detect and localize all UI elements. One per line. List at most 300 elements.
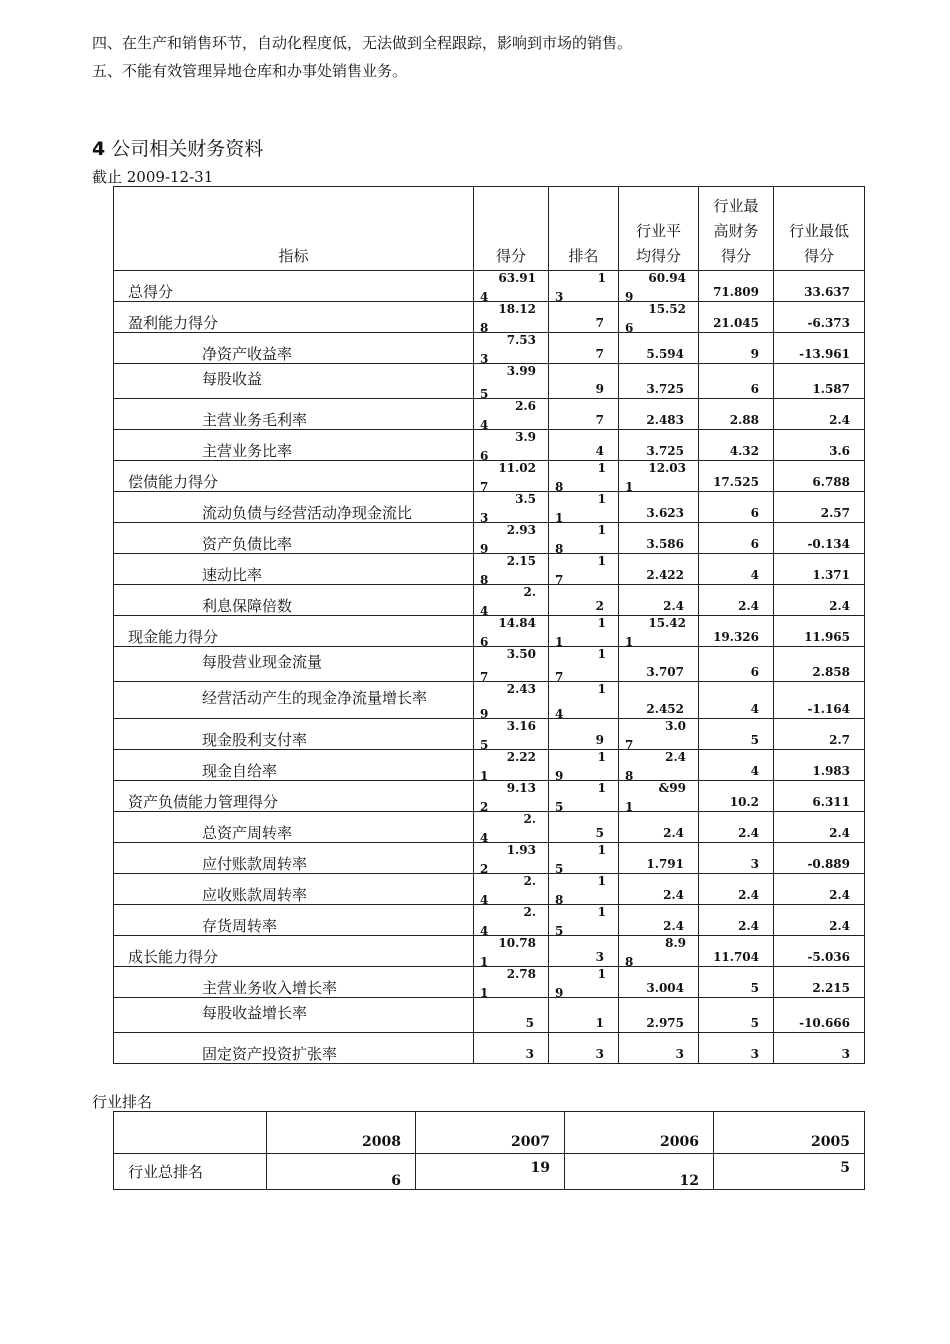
indicator-name: 应收账款周转率 [114, 874, 474, 905]
cell-industry-min [774, 905, 865, 936]
industry-min-value: -1.164 [807, 702, 850, 716]
score-top: 2.15 [506, 554, 536, 568]
cell-rank [549, 333, 619, 364]
industry-min-value: -10.666 [799, 1016, 850, 1030]
indicator-name: 净资产收益率 [114, 333, 474, 364]
rank-top: 1 [597, 554, 606, 568]
industry-average-value: 1.791 [646, 857, 684, 871]
cell-industry-min [774, 967, 865, 998]
cell-industry-average [619, 682, 699, 719]
industry-min-value: 11.965 [804, 630, 850, 644]
cell-score [474, 430, 549, 461]
industry-max-value: 4 [750, 702, 759, 716]
cell-rank [549, 271, 619, 302]
cell-industry-average [619, 333, 699, 364]
score-tail: 1 [480, 955, 489, 967]
industry-max-value: 4 [750, 568, 759, 582]
indicator-name: 固定资产投资扩张率 [114, 1033, 474, 1064]
score-tail: 4 [480, 831, 489, 843]
industry-min-value: 2.7 [829, 733, 850, 747]
industry-min-value: 2.858 [812, 665, 850, 679]
industry-average-value: 2.4 [663, 888, 684, 902]
score-tail: 7 [480, 480, 489, 492]
cell-industry-min [774, 936, 865, 967]
industry-max-value: 17.525 [713, 475, 759, 489]
rank-tail: 8 [555, 480, 564, 492]
rank-value: 1 [595, 1016, 604, 1030]
industry-average-tail: 7 [625, 738, 634, 750]
score-tail: 6 [480, 635, 489, 647]
cell-score [474, 750, 549, 781]
score-top: 2.78 [506, 967, 536, 981]
rank-year-2006: 2006 [565, 1112, 714, 1154]
indicator-name: 现金股利支付率 [114, 719, 474, 750]
industry-average-value: 5.594 [646, 347, 684, 361]
table-row [114, 523, 865, 554]
score-tail: 4 [480, 418, 489, 430]
industry-average-top: 8.9 [665, 936, 686, 950]
rank-value-2005: 5 [714, 1154, 865, 1190]
cell-score [474, 936, 549, 967]
industry-average-value: 2.452 [646, 702, 684, 716]
cell-industry-min [774, 461, 865, 492]
industry-max-value: 6 [750, 382, 759, 396]
section-title-text: 公司相关财务资料 [111, 138, 264, 160]
indicator-name: 总得分 [114, 271, 474, 302]
industry-average-top: 15.52 [648, 302, 686, 316]
industry-max-value: 3 [750, 857, 759, 871]
industry-max-value: 2.88 [729, 413, 759, 427]
industry-min-value: 1.371 [812, 568, 850, 582]
score-tail: 3 [480, 352, 489, 364]
industry-min-value: 2.4 [829, 413, 850, 427]
table-row [114, 399, 865, 430]
rank-top: 1 [597, 874, 606, 888]
industry-min-value: -0.134 [807, 537, 850, 551]
cell-rank [549, 364, 619, 399]
rank-tail: 3 [555, 290, 564, 302]
cell-industry-max [699, 967, 774, 998]
table-row [114, 302, 865, 333]
industry-average-tail: 8 [625, 769, 634, 781]
header-rank: 排名 [549, 187, 619, 271]
cell-industry-max [699, 523, 774, 554]
cell-rank [549, 936, 619, 967]
intro-line-5: 五、不能有效管理异地仓库和办事处销售业务。 [92, 62, 408, 80]
score-top: 10.78 [498, 936, 536, 950]
rank-year-2008: 2008 [267, 1112, 416, 1154]
cell-industry-max [699, 492, 774, 523]
header-industry-max: 行业最 高财务 得分 [699, 187, 774, 271]
rank-header-row [114, 1112, 865, 1154]
cell-industry-average [619, 302, 699, 333]
indicator-name: 偿债能力得分 [114, 461, 474, 492]
rank-top: 1 [597, 750, 606, 764]
cell-industry-max [699, 364, 774, 399]
industry-min-value: -6.373 [807, 316, 850, 330]
industry-average-tail: 8 [625, 955, 634, 967]
table-row [114, 874, 865, 905]
indicator-name: 主营业务比率 [114, 430, 474, 461]
cell-industry-min [774, 523, 865, 554]
industry-average-top: 3.0 [665, 719, 686, 733]
cell-industry-min [774, 333, 865, 364]
cell-industry-max [699, 333, 774, 364]
industry-min-value: 1.983 [812, 764, 850, 778]
rank-tail: 9 [555, 986, 564, 998]
cell-rank [549, 781, 619, 812]
cell-industry-average [619, 554, 699, 585]
cell-rank [549, 967, 619, 998]
rank-value: 3 [595, 1047, 604, 1061]
rank-tail: 8 [555, 542, 564, 554]
score-tail: 8 [480, 321, 489, 333]
cell-score [474, 492, 549, 523]
cell-industry-average [619, 492, 699, 523]
score-top: 3.16 [506, 719, 536, 733]
industry-average-value: 3.004 [646, 981, 684, 995]
table-row [114, 998, 865, 1033]
industry-average-top: 15.42 [648, 616, 686, 630]
rank-top: 1 [597, 967, 606, 981]
industry-max-value: 71.809 [713, 285, 759, 299]
indicator-name: 现金自给率 [114, 750, 474, 781]
table-row [114, 647, 865, 682]
cell-score [474, 554, 549, 585]
rank-value-2006: 12 [565, 1154, 714, 1190]
cell-rank [549, 585, 619, 616]
cell-industry-average [619, 843, 699, 874]
cell-industry-max [699, 812, 774, 843]
cell-score [474, 781, 549, 812]
industry-max-value: 6 [750, 665, 759, 679]
cell-rank [549, 430, 619, 461]
rank-value: 4 [595, 444, 604, 458]
table-row [114, 905, 865, 936]
rank-year-2005: 2005 [714, 1112, 865, 1154]
financial-table-body [114, 271, 865, 1064]
industry-average-value: 2.4 [663, 599, 684, 613]
rank-top: 1 [597, 647, 606, 661]
cell-rank [549, 682, 619, 719]
industry-max-value: 2.4 [738, 919, 759, 933]
score-tail: 8 [480, 573, 489, 585]
cell-industry-max [699, 399, 774, 430]
industry-rank-table [113, 1111, 865, 1190]
score-tail: 1 [480, 769, 489, 781]
cell-industry-min [774, 812, 865, 843]
cell-industry-average [619, 430, 699, 461]
indicator-name: 现金能力得分 [114, 616, 474, 647]
cell-industry-average [619, 364, 699, 399]
table-row [114, 333, 865, 364]
indicator-name: 流动负债与经营活动净现金流比 [114, 492, 474, 523]
table-row [114, 812, 865, 843]
cell-rank [549, 750, 619, 781]
industry-max-value: 6 [750, 537, 759, 551]
cell-industry-max [699, 554, 774, 585]
rank-row-label: 行业总排名 [114, 1154, 267, 1190]
industry-max-value: 9 [750, 347, 759, 361]
industry-max-value: 2.4 [738, 599, 759, 613]
table-row [114, 936, 865, 967]
industry-max-value: 3 [750, 1047, 759, 1061]
cell-industry-min [774, 682, 865, 719]
industry-min-value: 3.6 [829, 444, 850, 458]
industry-max-value: 2.4 [738, 888, 759, 902]
table-row [114, 967, 865, 998]
cell-score [474, 647, 549, 682]
industry-min-value: 3 [841, 1047, 850, 1061]
rank-data-row [114, 1154, 865, 1190]
rank-value-2008: 6 [267, 1154, 416, 1190]
cell-industry-max [699, 936, 774, 967]
score-top: 18.12 [498, 302, 536, 316]
cell-industry-average [619, 905, 699, 936]
rank-top: 1 [597, 271, 606, 285]
industry-average-tail: 9 [625, 290, 634, 302]
industry-min-value: -0.889 [807, 857, 850, 871]
rank-tail: 9 [555, 769, 564, 781]
cell-industry-min [774, 271, 865, 302]
industry-max-value: 19.326 [713, 630, 759, 644]
industry-min-value: 33.637 [804, 285, 850, 299]
rank-top: 1 [597, 492, 606, 506]
rank-tail: 4 [555, 707, 564, 719]
cell-score [474, 843, 549, 874]
score-tail: 5 [480, 387, 489, 399]
industry-average-value: 2.483 [646, 413, 684, 427]
cell-industry-average [619, 1033, 699, 1064]
table-row [114, 461, 865, 492]
cell-score [474, 271, 549, 302]
cell-industry-max [699, 719, 774, 750]
score-top: 2. [523, 585, 536, 599]
cell-rank [549, 874, 619, 905]
rank-tail: 1 [555, 635, 564, 647]
cell-industry-min [774, 364, 865, 399]
industry-min-value: 2.4 [829, 888, 850, 902]
cell-industry-average [619, 936, 699, 967]
score-top: 2.22 [506, 750, 536, 764]
cell-industry-average [619, 719, 699, 750]
rank-top: 1 [597, 843, 606, 857]
cell-industry-average [619, 647, 699, 682]
industry-average-top: 2.4 [665, 750, 686, 764]
cell-industry-min [774, 998, 865, 1033]
industry-average-value: 3.707 [646, 665, 684, 679]
indicator-name: 利息保障倍数 [114, 585, 474, 616]
rank-year-2007: 2007 [416, 1112, 565, 1154]
score-top: 2.6 [515, 399, 536, 413]
table-row [114, 554, 865, 585]
cell-industry-average [619, 874, 699, 905]
cell-score [474, 998, 549, 1033]
score-tail: 4 [480, 290, 489, 302]
industry-min-value: 2.57 [820, 506, 850, 520]
industry-average-value: 3.725 [646, 382, 684, 396]
indicator-name: 资产负债能力管理得分 [114, 781, 474, 812]
score-top: 1.93 [506, 843, 536, 857]
indicator-name: 盈利能力得分 [114, 302, 474, 333]
indicator-name: 每股营业现金流量 [114, 647, 474, 682]
rank-value: 7 [595, 316, 604, 330]
indicator-name: 每股收益增长率 [114, 998, 474, 1033]
score-tail: 6 [480, 449, 489, 461]
cell-score [474, 905, 549, 936]
score-value: 5 [525, 1016, 534, 1030]
cell-industry-min [774, 719, 865, 750]
industry-average-value: 2.4 [663, 826, 684, 840]
score-top: 3.9 [515, 430, 536, 444]
table-row [114, 781, 865, 812]
cell-score [474, 719, 549, 750]
industry-min-value: 1.587 [812, 382, 850, 396]
cell-score [474, 333, 549, 364]
industry-min-value: 6.311 [812, 795, 850, 809]
cell-rank [549, 1033, 619, 1064]
rank-top: 1 [597, 905, 606, 919]
industry-rank-label: 行业排名 [92, 1093, 153, 1111]
cell-rank [549, 812, 619, 843]
cell-rank [549, 647, 619, 682]
industry-average-value: 3.725 [646, 444, 684, 458]
industry-max-value: 6 [750, 506, 759, 520]
score-tail: 2 [480, 800, 489, 812]
cell-industry-max [699, 874, 774, 905]
cell-score [474, 682, 549, 719]
score-value: 3 [525, 1047, 534, 1061]
rank-value: 9 [595, 733, 604, 747]
cell-rank [549, 554, 619, 585]
header-industry-min: 行业最低 得分 [774, 187, 865, 271]
score-top: 2.93 [506, 523, 536, 537]
cell-rank [549, 302, 619, 333]
score-tail: 9 [480, 542, 489, 554]
rank-tail: 5 [555, 862, 564, 874]
cell-rank [549, 905, 619, 936]
industry-average-top: 12.03 [648, 461, 686, 475]
table-row [114, 492, 865, 523]
rank-value: 5 [595, 826, 604, 840]
industry-average-value: 2.4 [663, 919, 684, 933]
cell-industry-min [774, 874, 865, 905]
cell-industry-min [774, 647, 865, 682]
cell-industry-min [774, 781, 865, 812]
industry-min-value: 2.4 [829, 826, 850, 840]
indicator-name: 经营活动产生的现金净流量增长率 [114, 682, 474, 719]
table-row [114, 616, 865, 647]
industry-average-value: 3.586 [646, 537, 684, 551]
cell-industry-min [774, 554, 865, 585]
cell-industry-max [699, 430, 774, 461]
cell-industry-average [619, 461, 699, 492]
score-tail: 7 [480, 670, 489, 682]
industry-average-tail: 1 [625, 635, 634, 647]
table-row [114, 682, 865, 719]
section-title [92, 137, 263, 161]
industry-min-value: 6.788 [812, 475, 850, 489]
cell-industry-min [774, 492, 865, 523]
industry-max-value: 5 [750, 1016, 759, 1030]
cell-score [474, 461, 549, 492]
score-tail: 2 [480, 862, 489, 874]
cell-score [474, 523, 549, 554]
cell-industry-max [699, 998, 774, 1033]
cell-industry-max [699, 682, 774, 719]
cell-industry-average [619, 523, 699, 554]
cell-score [474, 364, 549, 399]
rank-tail: 7 [555, 573, 564, 585]
cell-industry-max [699, 647, 774, 682]
industry-max-value: 11.704 [713, 950, 759, 964]
score-tail: 4 [480, 924, 489, 936]
cell-industry-min [774, 843, 865, 874]
cell-rank [549, 843, 619, 874]
cell-industry-average [619, 812, 699, 843]
industry-average-top: 60.94 [648, 271, 686, 285]
cell-industry-average [619, 750, 699, 781]
rank-top: 1 [597, 682, 606, 696]
cell-rank [549, 461, 619, 492]
rank-tail: 5 [555, 800, 564, 812]
cell-industry-max [699, 843, 774, 874]
rank-value: 7 [595, 413, 604, 427]
table-row [114, 271, 865, 302]
rank-value: 7 [595, 347, 604, 361]
cell-industry-average [619, 998, 699, 1033]
table-row [114, 585, 865, 616]
indicator-name: 成长能力得分 [114, 936, 474, 967]
score-tail: 9 [480, 707, 489, 719]
cell-score [474, 302, 549, 333]
score-top: 2. [523, 905, 536, 919]
header-score: 得分 [474, 187, 549, 271]
indicator-name: 总资产周转率 [114, 812, 474, 843]
cell-industry-max [699, 905, 774, 936]
score-tail: 1 [480, 986, 489, 998]
cell-industry-average [619, 271, 699, 302]
industry-average-value: 2.422 [646, 568, 684, 582]
cell-score [474, 812, 549, 843]
cell-industry-average [619, 585, 699, 616]
rank-tail: 8 [555, 893, 564, 905]
cell-industry-max [699, 781, 774, 812]
cell-score [474, 874, 549, 905]
score-top: 14.84 [498, 616, 536, 630]
industry-min-value: 2.4 [829, 599, 850, 613]
table-row [114, 364, 865, 399]
industry-average-top: &99 [658, 781, 686, 795]
cell-score [474, 616, 549, 647]
industry-average-value: 3.623 [646, 506, 684, 520]
cell-industry-max [699, 585, 774, 616]
score-top: 7.53 [506, 333, 536, 347]
rank-top: 1 [597, 781, 606, 795]
score-top: 9.13 [506, 781, 536, 795]
industry-max-value: 2.4 [738, 826, 759, 840]
indicator-name: 资产负债比率 [114, 523, 474, 554]
industry-min-value: -5.036 [807, 950, 850, 964]
rank-top: 1 [597, 461, 606, 475]
score-top: 3.5 [515, 492, 536, 506]
cell-rank [549, 719, 619, 750]
cell-score [474, 399, 549, 430]
cell-industry-min [774, 585, 865, 616]
score-tail: 4 [480, 604, 489, 616]
rank-tail: 1 [555, 511, 564, 523]
industry-average-tail: 1 [625, 480, 634, 492]
